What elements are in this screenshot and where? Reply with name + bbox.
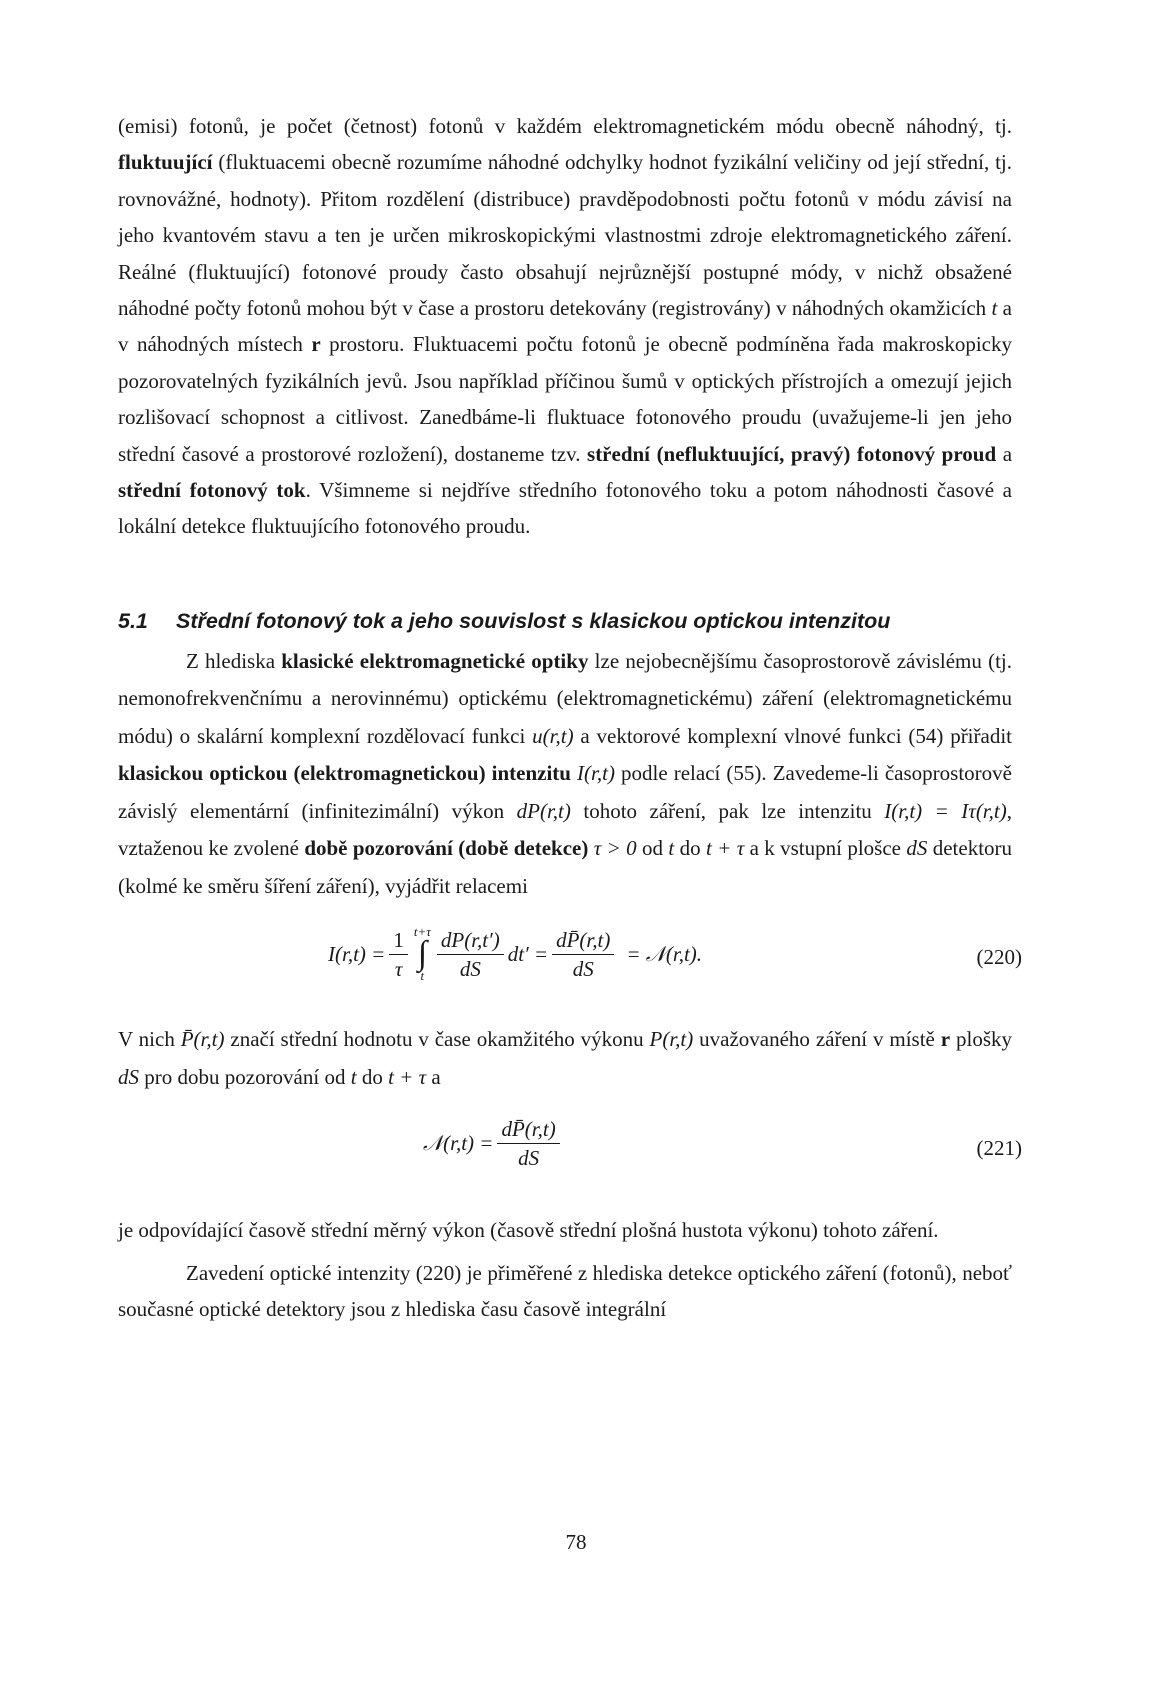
frac-denominator: τ	[394, 956, 403, 981]
term-opticka-intenzita: klasickou optickou (elektromagnetickou) intenzitu	[118, 761, 571, 786]
section-heading	[118, 607, 1012, 635]
text-run: . Všimneme si nejdříve středního fotonového toku a potom náhodnosti časové a lokální detekce fluktuujícího fotonového proudu.	[118, 478, 1012, 539]
frac-denominator: dS	[518, 1146, 540, 1171]
term-fluktuujici: fluktuující	[118, 150, 213, 175]
fraction-dpbar-ds	[497, 1116, 559, 1171]
text-run: detektoru (kolmé ke směru šíření záření), vyjádřit relacemi	[118, 836, 1013, 898]
term-stredni-fotonovy-tok: střední fotonový tok	[118, 478, 306, 503]
text-run: , vztaženou ke zvolené	[118, 798, 1012, 861]
fraction-one-over-tau	[389, 927, 408, 982]
math-t: t	[991, 296, 998, 321]
text-run: značí střední hodnotu v čase okamžitého výkonu	[224, 1027, 650, 1052]
eq-rhs: = 𝒩(r,t).	[626, 941, 703, 966]
text-run: (fluktuacemi obecně rozumíme náhodné odchylky hodnot fyzikální veličiny od její střední, tj. rovnovážné, hodnoty). Přitom rozdělení (distribuce) pravděpodobnosti počtu fotonů v módu závisí na jeho kvantovém stavu a ten je určen mikroskopickými vlastnostmi zdroje elektromagnetického záření. Reálné (fluktuující) fotonové proudy často obsahují nejrůznější postupné módy, v nichž obsažené náhodné počty fotonů mohou být v čase a prostoru detekovány (registrovány) v náhodných okamžicích	[118, 150, 1012, 321]
math-r: r	[940, 1027, 951, 1052]
integral-lower-limit: t	[420, 968, 425, 984]
frac-denominator: dS	[459, 956, 481, 981]
paragraph-zavedeni: Zavedení optické intenzity (220) je přiměřené z hlediska detekce optického záření (fotonů), neboť současné optické detektory jsou z hlediska času časově integrální	[118, 1260, 1012, 1322]
integral-upper-limit: t+τ	[413, 924, 431, 940]
text-run: Z hlediska	[186, 648, 282, 673]
text-run: plošky	[950, 1027, 1013, 1052]
math-p: P(r,t)	[649, 1027, 694, 1052]
text-run: a vektorové komplexní vlnové funkci (54) přiřadit	[573, 723, 1012, 748]
math-intensity: I(r,t)	[577, 761, 615, 786]
math-t-plus-tau: t + τ	[705, 836, 745, 861]
text-run: od	[636, 836, 669, 861]
text-run: V nich	[118, 1027, 181, 1052]
equation-number: (220)	[976, 945, 1022, 970]
text-run: (emisi) fotonů, je počet (četnost) fotonů v každém elektromagnetickém módu obecně náhodný, tj.	[118, 114, 1012, 138]
term-klasicka-optika: klasické elektromagnetické optiky	[281, 648, 589, 673]
math-t: t	[350, 1064, 357, 1089]
math-u: u(r,t)	[532, 723, 574, 748]
eq-lhs: 𝒩(r,t) =	[423, 1131, 494, 1156]
integral-symbol: ∫	[417, 935, 428, 973]
text-run: a k vstupní plošce	[744, 836, 907, 861]
paragraph-mernny-vykon: je odpovídající časově střední měrný výkon (časově střední plošná hustota výkonu) tohoto záření.	[118, 1218, 939, 1243]
equation-221	[118, 1106, 1022, 1198]
text-run: a v náhodných místech	[118, 296, 1012, 357]
equation-220-body	[328, 925, 702, 983]
text-run: tohoto záření, pak lze intenzitu	[570, 798, 885, 823]
text-run: do	[674, 836, 706, 861]
paragraph-v-nich	[118, 1021, 1012, 1096]
text-run: prostoru. Fluktuacemi počtu fotonů je obecně podmíněna řada makroskopicky pozorovatelných fyzikálních jevů. Jsou například příčinou šumů v optických přístrojích a omezují jejich rozlišovací schopnost a citlivost. Zanedbáme-li fluktuace fotonového proudu (uvažujeme-li jen jeho střední časové a prostorové rozložení), dostaneme tzv.	[118, 332, 1012, 466]
frac-numerator: dP(r,t′)	[437, 927, 504, 955]
math-ds: dS	[118, 1064, 139, 1089]
fraction-dpbar-ds	[552, 927, 614, 982]
section-title: Střední fotonový tok a jeho souvislost s klasickou optickou intenzitou	[176, 608, 891, 633]
equation-220	[118, 915, 1022, 1007]
eq-dt: dt′ =	[507, 941, 549, 966]
frac-numerator: 1	[389, 927, 408, 955]
math-power: dP(r,t)	[516, 798, 571, 823]
text-run: a	[996, 441, 1013, 466]
section-number: 5.1	[118, 608, 148, 633]
math-t-plus-tau: t + τ	[388, 1064, 427, 1089]
math-intensity-tau: I(r,t) = Iτ(r,t)	[884, 798, 1007, 823]
page-number: 78	[565, 1530, 587, 1554]
equation-number: (221)	[976, 1136, 1022, 1161]
term-doba-pozorovani: době pozorování (době detekce)	[304, 836, 589, 861]
math-pbar: P̄(r,t)	[180, 1027, 225, 1052]
integral-sign	[414, 925, 431, 983]
intro-paragraph	[118, 108, 1012, 545]
paragraph-klasicka-optika	[118, 643, 1012, 906]
term-stredni-fotonovy-proud: střední (nefluktuující, pravý) fotonový proud	[587, 441, 997, 466]
math-t: t	[668, 836, 675, 861]
math-r: r	[311, 332, 321, 357]
equation-221-body	[423, 1116, 564, 1171]
fraction-dp-ds	[437, 927, 504, 982]
text-run: podle relací (55). Zavedeme-li časoprostorově závislý elementární (infinitezimální) výkon	[118, 761, 1012, 823]
text-run: lze nejobecnějšímu časoprostorově závislému (tj. nemonofrekvenčnímu a nerovinnému) optickému (elektromagnetickému) záření (elektromagnetickému módu) o skalární komplexní rozdělovací funkci	[118, 648, 1012, 748]
eq-lhs: I(r,t) =	[328, 941, 386, 966]
text-run: a	[426, 1064, 441, 1089]
text-run: pro dobu pozorování od	[139, 1064, 351, 1089]
frac-denominator: dS	[572, 956, 594, 981]
math-ds: dS	[906, 836, 928, 861]
text-run: uvažovaného záření v místě	[693, 1027, 941, 1052]
frac-numerator: dP̄(r,t)	[552, 927, 614, 955]
text-run: do	[356, 1064, 389, 1089]
math-tau: τ > 0	[593, 836, 637, 861]
frac-numerator: dP̄(r,t)	[497, 1116, 559, 1144]
